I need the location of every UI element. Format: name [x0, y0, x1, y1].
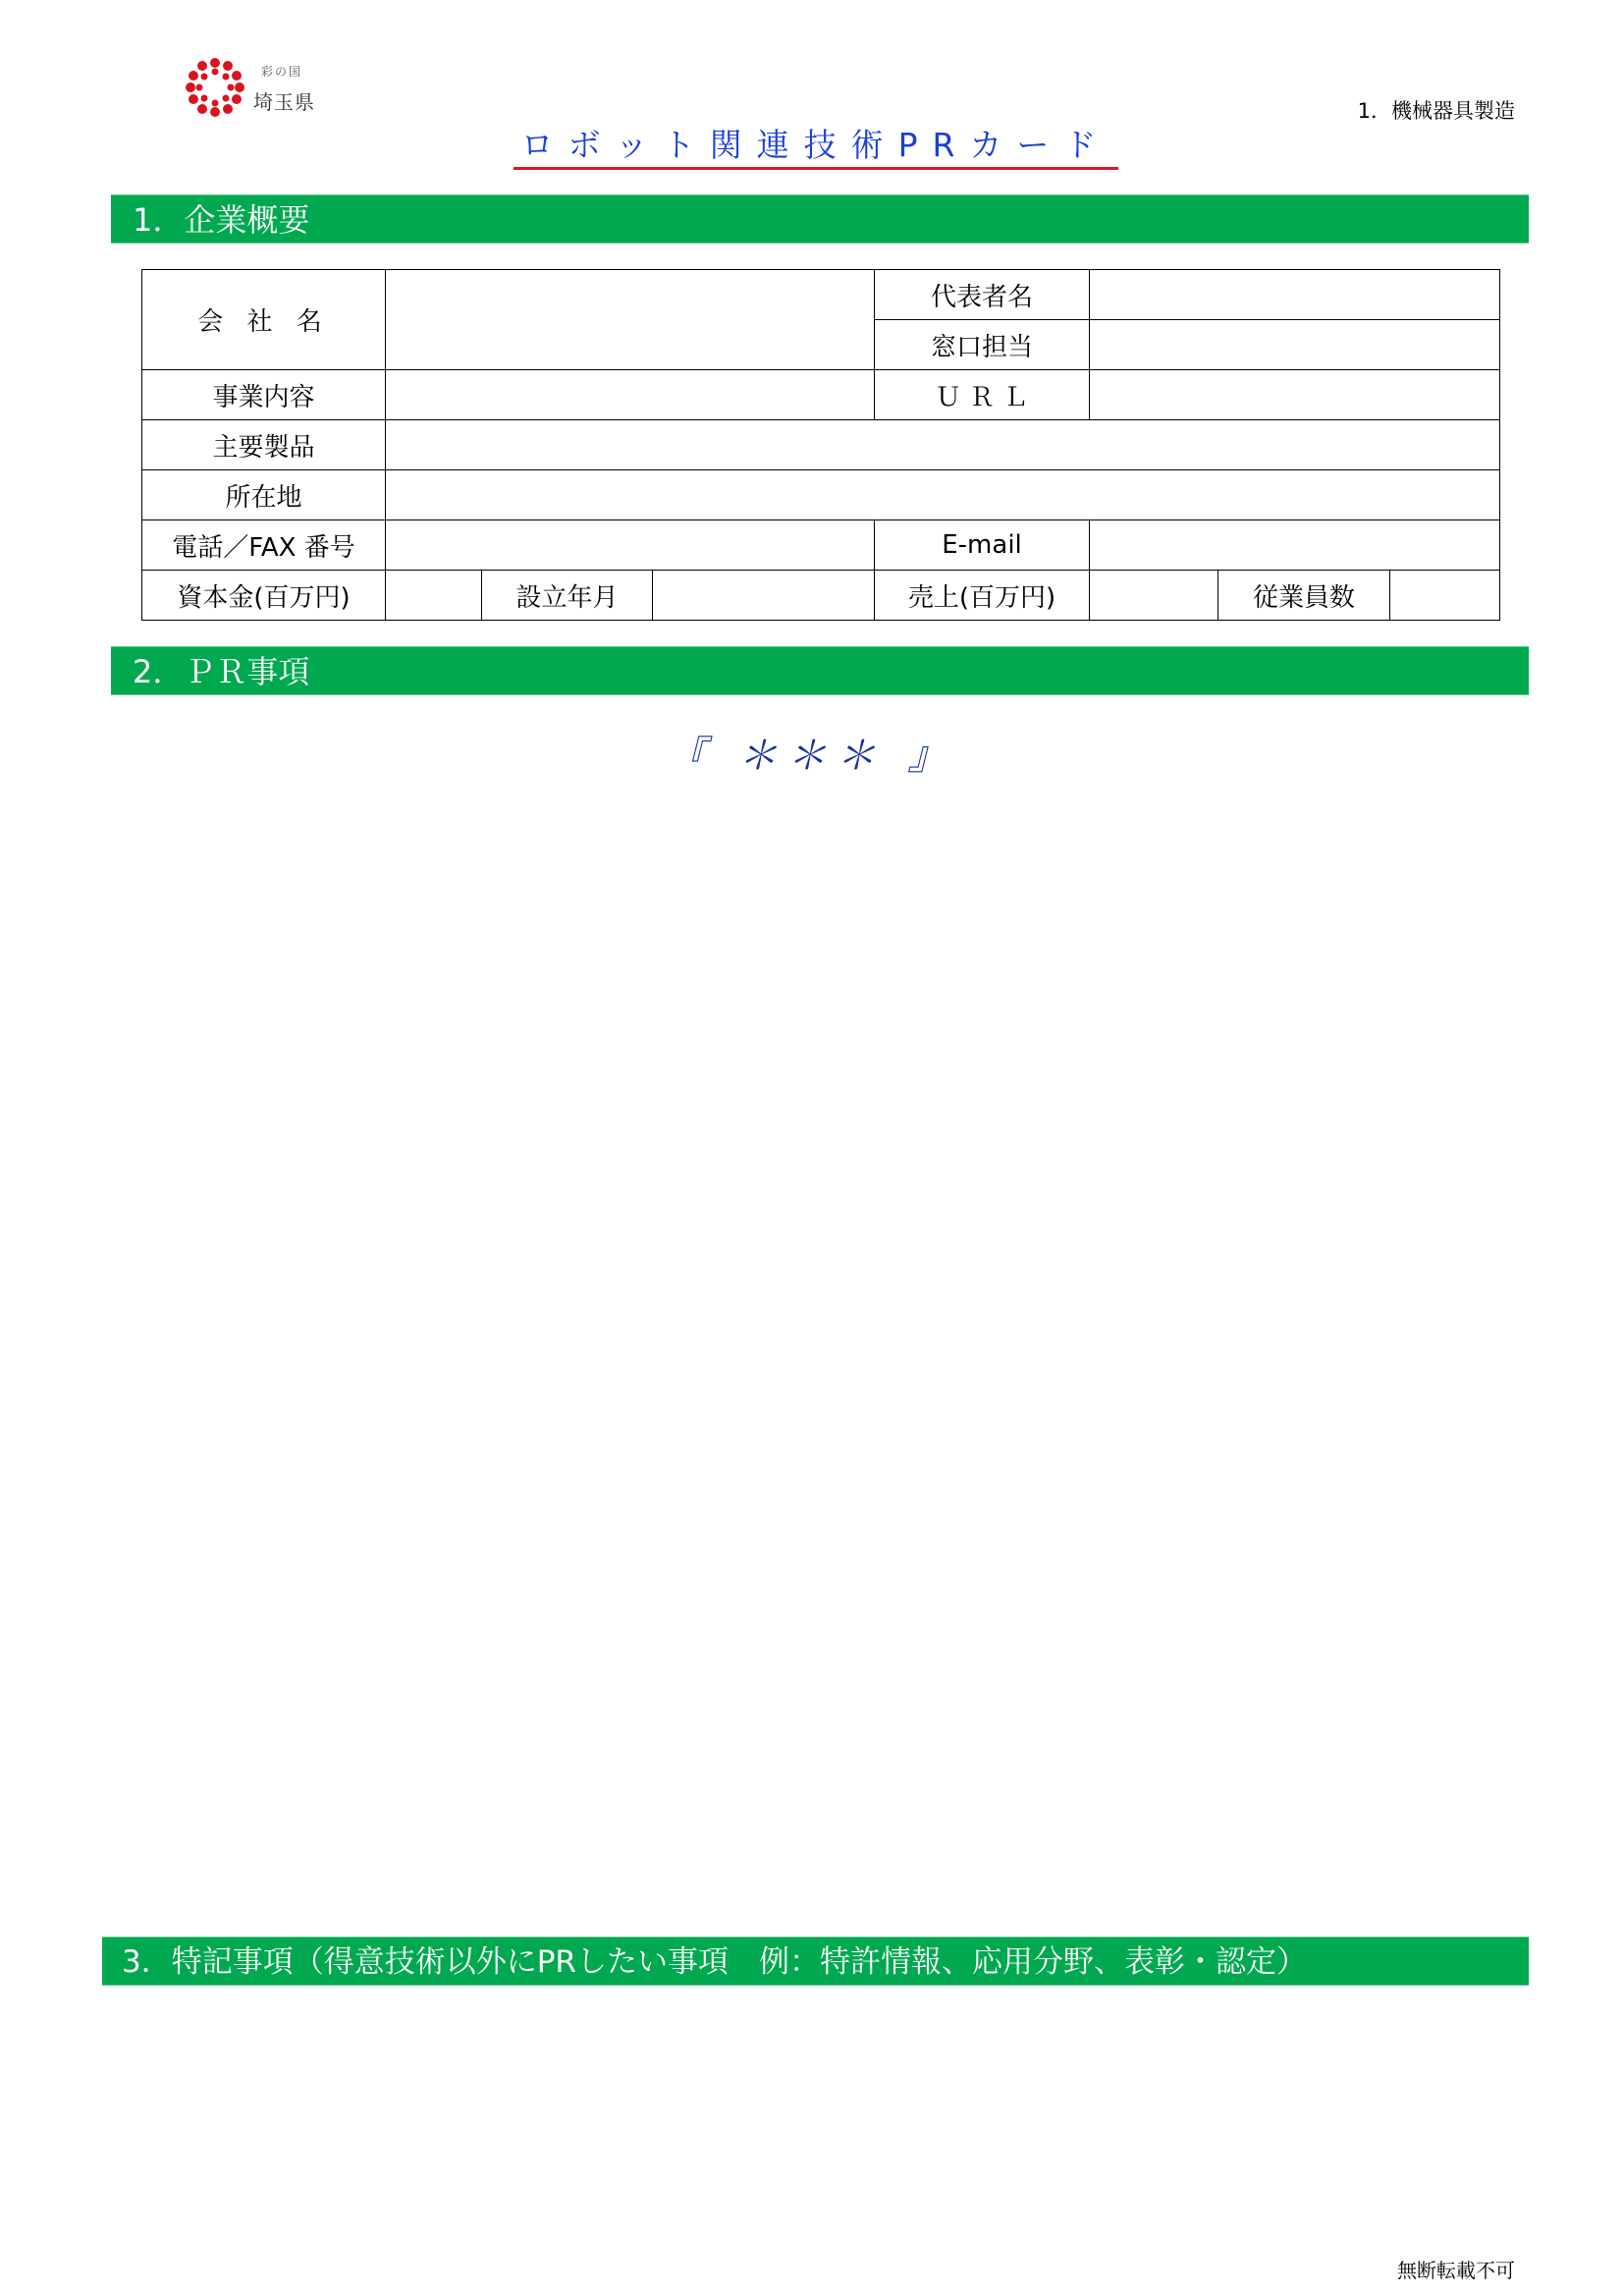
- copyright-notice: 無断転載不可: [1397, 2259, 1515, 2282]
- field-address[interactable]: [386, 470, 1500, 520]
- logo-mark-icon: [183, 55, 247, 120]
- company-info-table: [141, 269, 1500, 621]
- field-url[interactable]: [1090, 370, 1500, 420]
- logo-tagline: 彩の国: [261, 65, 303, 79]
- field-capital[interactable]: [386, 571, 482, 621]
- field-phone-fax[interactable]: [386, 520, 875, 571]
- field-products[interactable]: [386, 420, 1500, 470]
- label-business: 事業内容: [142, 370, 386, 420]
- field-established[interactable]: [653, 571, 875, 621]
- label-url: Ｕ Ｒ Ｌ: [875, 370, 1090, 420]
- field-company-name[interactable]: [386, 270, 875, 370]
- label-phone-fax: 電話／FAX 番号: [142, 520, 386, 571]
- field-email[interactable]: [1090, 520, 1500, 571]
- label-sales: 売上(百万円): [875, 571, 1090, 621]
- label-established: 設立年月: [482, 571, 653, 621]
- label-capital: 資本金(百万円): [142, 571, 386, 621]
- field-business[interactable]: [386, 370, 875, 420]
- label-employees: 従業員数: [1218, 571, 1390, 621]
- label-products: 主要製品: [142, 420, 386, 470]
- label-contact: 窓口担当: [875, 320, 1090, 370]
- field-representative[interactable]: [1090, 270, 1500, 320]
- field-contact[interactable]: [1090, 320, 1500, 370]
- category-label: 1．機械器具製造: [1357, 99, 1515, 123]
- label-email: E-mail: [875, 520, 1090, 571]
- section-header-pr: 2．ＰＲ事項: [111, 646, 1529, 695]
- label-company-name: 会 社 名: [142, 270, 386, 370]
- section-header-overview: 1．企業概要: [111, 194, 1529, 244]
- label-representative: 代表者名: [875, 270, 1090, 320]
- prefecture-logo: [183, 53, 320, 122]
- label-address: 所在地: [142, 470, 386, 520]
- page-title: ロボット関連技術PRカード: [514, 126, 1118, 170]
- field-sales[interactable]: [1090, 571, 1218, 621]
- pr-heading: 『 ＊＊＊ 』: [666, 734, 957, 779]
- field-employees[interactable]: [1390, 571, 1500, 621]
- logo-name: 埼玉県: [253, 90, 315, 114]
- section-header-notes: 3．特記事項（得意技術以外にPRしたい事項 例：特許情報、応用分野、表彰・認定）: [102, 1937, 1529, 1986]
